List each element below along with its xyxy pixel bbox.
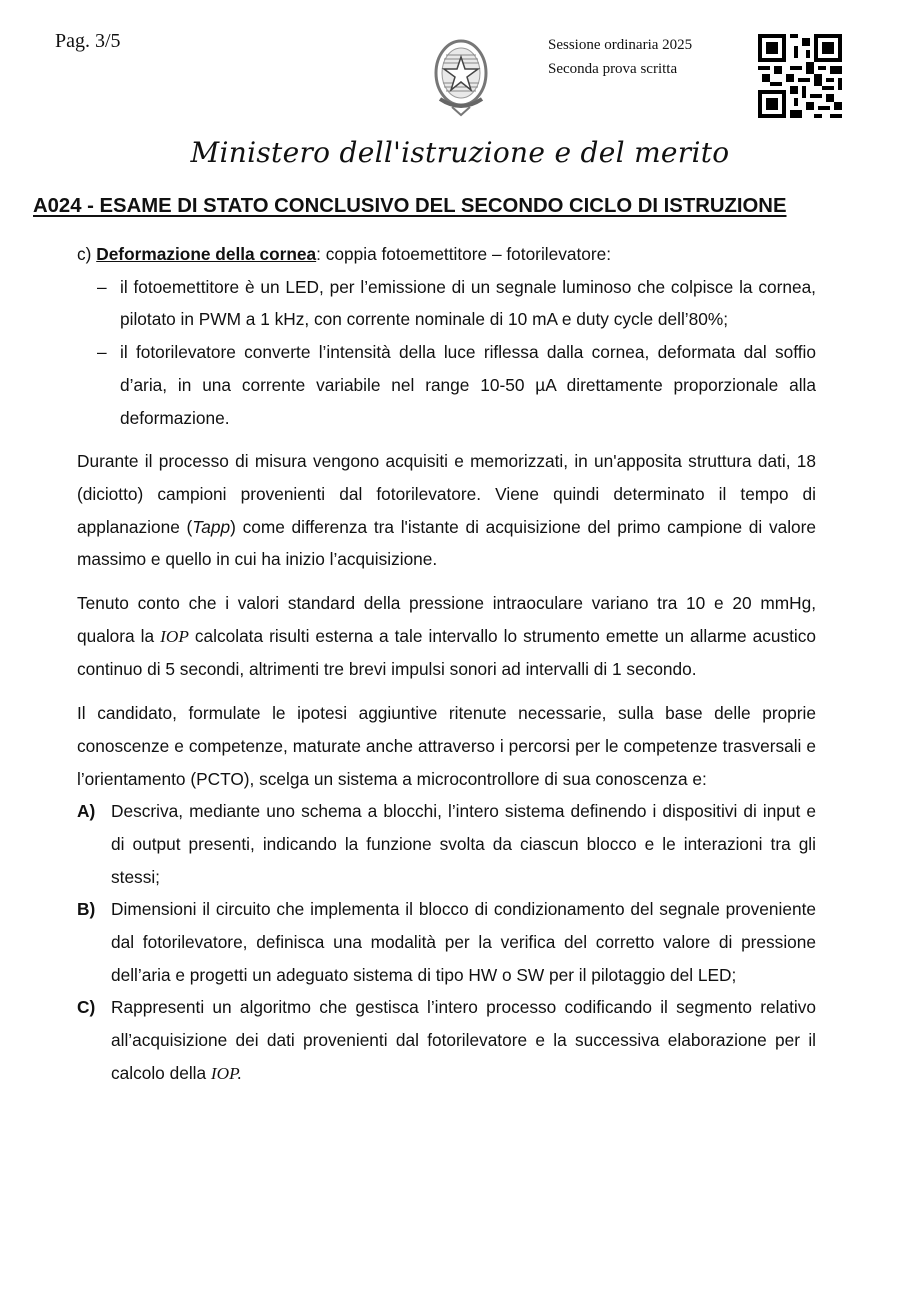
paragraph-candidate: Il candidato, formulate le ipotesi aggiuntive ritenute necessarie, sulla base delle proprie conoscenze e competenze, maturate anche attraverso i percorsi per le competenze trasversali e l’orientamento (PCTO), scelga un sistema a microcontrollore di sua conoscenza e: [77,703,816,789]
page-number: Pag. 3/5 [55,30,121,52]
bullet-text: il fotoemettitore è un LED, per l’emissione di un segnale luminoso che colpisce la cornea, pilotato in PWM a 1 kHz, con corrente nominale di 10 mA e duty cycle dell’80%; [120,276,816,330]
paragraph-text: Durante il processo di misura vengono acquisiti e memorizzati, in un'apposita struttura dati, 18 (diciotto) campioni provenienti dal fotorilevatore. Viene quindi determinato il tempo di applanazione ( [77,451,816,537]
paragraph-acquisition [77,445,816,576]
italian-republic-emblem-icon [432,33,490,117]
section-c-intro: : coppia fotoemettitore – fotorilevatore: [316,244,612,264]
list-item [77,336,816,434]
question-a [77,795,816,893]
iop-symbol: IOP [160,626,189,646]
question-label: C) [77,997,96,1018]
iop-symbol: IOP. [210,1063,242,1083]
section-c-label: c) [77,244,92,264]
qr-code-icon [758,34,842,118]
paragraph-text: ) come differenza tra l'istante di acquisizione del primo campione di valore massimo e quello in cui ha inizio l’acquisizione. [77,516,817,570]
tapp-symbol: Tapp [192,516,231,537]
bullet-marker: – [97,276,107,297]
section-c-title: Deformazione della cornea [96,244,317,264]
session-name: Sessione ordinaria 2025 [548,37,693,53]
session-info [548,33,692,81]
question-text-part: Rappresenti un algoritmo che gestisca l’intero processo codificando il segmento relativo all’acquisizione dei dati provenienti dal fotorilevatore e la successiva elaborazione per il calcolo della [111,997,816,1083]
question-label: B) [77,899,96,920]
question-text [111,991,816,1090]
document-body [77,238,816,1091]
exam-title: A024 - ESAME DI STATO CONCLUSIVO DEL SECONDO CICLO DI ISTRUZIONE [33,195,787,217]
bullet-text: il fotorilevatore converte l’intensità della luce riflessa dalla cornea, deformata dal soffio d’aria, in una corrente variabile nel range 10-50 µA direttamente proporzionale alla deformazione. [120,342,816,428]
paragraph-text: Tenuto conto che i valori standard della pressione intraoculare variano tra 10 e 20 mmHg, qualora la [77,593,816,646]
question-label: A) [77,801,96,822]
list-item [77,271,816,336]
paragraph-text: calcolata risulti esterna a tale intervallo lo strumento emette un allarme acustico continuo di 5 secondi, altrimenti tre brevi impulsi sonori ad intervalli di 1 secondo. [77,625,816,680]
question-text: Descriva, mediante uno schema a blocchi, l’intero sistema definendo i dispositivi di input e di output presenti, indicando la funzione svolta da ciascun blocco e le interazioni tra gli stessi; [111,801,816,887]
paragraph-alarm [77,587,816,686]
question-c [77,991,816,1090]
ministry-title: Ministero dell'istruzione e del merito [190,136,730,169]
question-b [77,893,816,991]
section-c-heading [77,238,816,271]
question-text: Dimensioni il circuito che implementa il blocco di condizionamento del segnale proveniente dal fotorilevatore, definisca una modalità per la verifica del corretto valore di pressione dell’aria e progetti un adeguato sistema di tipo HW o SW per il pilotaggio del LED; [111,899,816,985]
bullet-marker: – [97,342,107,363]
exam-part: Seconda prova scritta [548,61,678,77]
